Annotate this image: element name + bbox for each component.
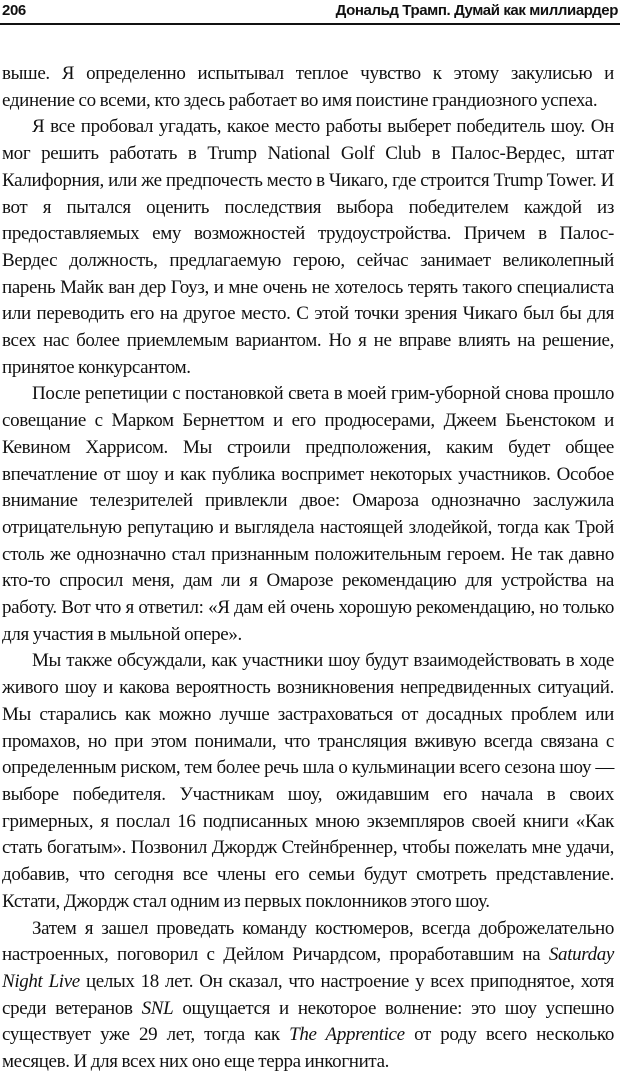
book-title-header: Дональд Трамп. Думай как миллиардер [335,2,618,19]
text-segment: от роду всего несколько месяцев. И для всех них оно еще терра инкогнита. [2,1024,614,1073]
italic-title-snl: SNL [141,997,174,1019]
italic-title-snl-full: Saturday Night Live [2,944,614,992]
paragraph-winner-choice: Я все пробовал угадать, какое место работы выберет победитель шоу. Он мог решить работать в Trump National Golf Club в Палос-Вердес, штат Калифорния, или же предпочесть место в Чикаго, где строится Trump Tower. И вот я пытался оценить последствия выбора победителем каждой из предоставляемых ему возможностей трудоустройства. Причем в Палос-Вердес должность, предлагаемую герою, сейчас занимает великолепный парень Майк ван дер Гоуз, и мне очень не хотелось терять такого специалиста или переводить его на другое место. С этой точки зрения Чикаго был бы для всех нас более приемлемым вариантом. Но я не вправе влиять на решение, принятое конкурсантом. [2,116,614,378]
text-segment: целых 18 лет. Он сказал, что настроение у всех приподнятое, хотя среди ветеранов [2,970,614,1019]
header-rule [0,23,620,25]
running-header [0,0,620,30]
italic-title-the-apprentice: The Apprentice [289,1024,405,1046]
page-body [2,61,614,1076]
paragraph-live-show-preparation: Мы также обсуждали, как участники шоу будут взаимодействовать в ходе живого шоу и какова вероятность возникновения непредвиденных ситуаций. Мы старались как можно лучше застраховаться от досадных проблем или промахов, но при этом понимали, что трансляция вживую всегда связана с определенным риском, тем более речь шла о кульминации всего сезона шоу — выборе победителя. Участникам шоу, ожидавшим его начала в своих гримерных, я послал 16 подписанных мною экземпляров своей книги «Как стать богатым». Позвонил Джордж Стейнбреннер, чтобы пожелать мне удачи, добавив, что сегодня все члены его семьи будут смотреть представление. Кстати, Джордж стал одним из первых поклонников этого шоу. [2,650,614,912]
page-number: 206 [2,2,26,19]
paragraph-costume-team [2,916,614,1076]
text-segment: Затем я зашел проведать команду костюмеров, всегда доброжелательно настроенных, поговорил с Дейлом Ричардсом, проработавшим на [2,917,614,966]
paragraph-continuation: выше. Я определенно испытывал теплое чувство к этому закулисью и единение со всеми, кто здесь работает во имя поистине грандиозного успеха. [2,63,614,111]
text-segment: ощущается и некоторое волнение: это шоу успешно существует уже 29 лет, тогда как [2,997,614,1046]
paragraph-rehearsal-meeting: После репетиции с постановкой света в моей грим-уборной снова прошло совещание с Марком Бернеттом и его продюсерами, Джеем Бьенстоком и Кевином Харрисом. Мы строили предположения, каким будет общее впечатление от шоу и как публика воспримет некоторых участников. Особое внимание телезрителей привлекли двое: Омароза однозначно заслужила отрицательную репутацию и выглядела настоящей злодейкой, тогда как Трой столь же однозначно стал признанным положительным героем. Не так давно кто-то спросил меня, дам ли я Омарозе рекомендацию для устройства на работу. Вот что я ответил: «Я дам ей очень хорошую рекомендацию, но только для участия в мыльной опере». [2,383,614,645]
